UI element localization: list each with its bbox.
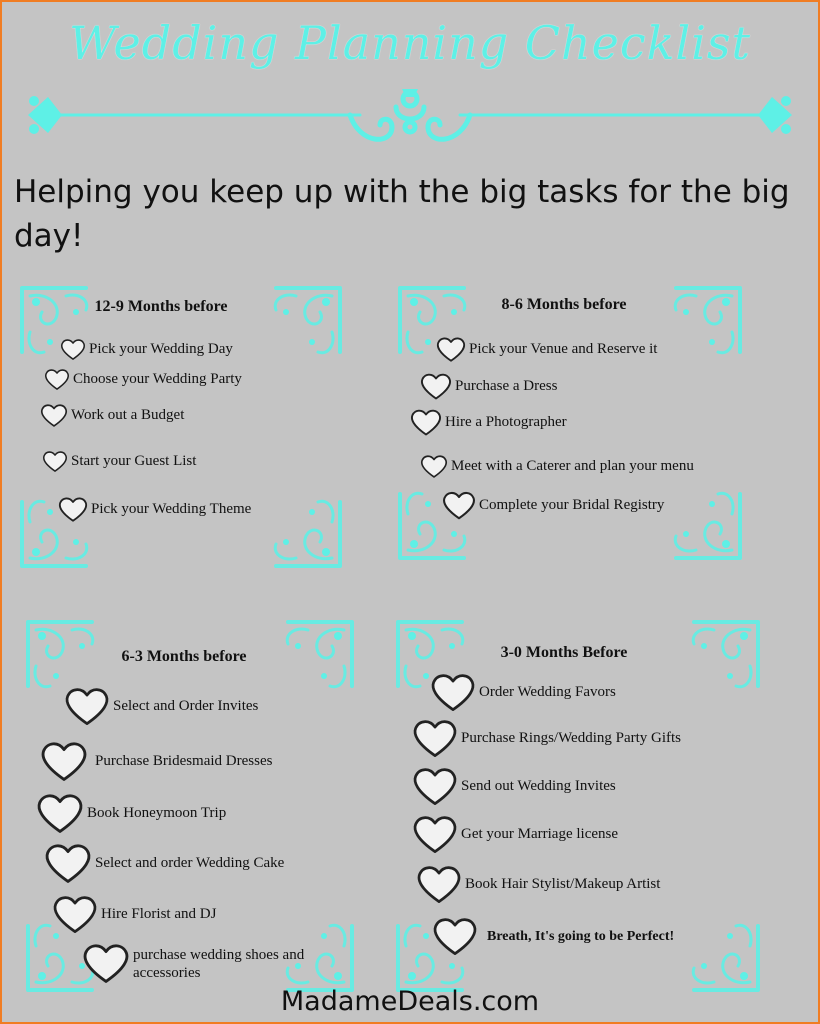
checklist-item[interactable] — [412, 766, 616, 807]
checklist-item[interactable] — [436, 336, 657, 363]
item-label: Select and order Wedding Cake — [95, 855, 285, 871]
checklist-item[interactable] — [430, 672, 616, 713]
heart-checkbox-icon[interactable] — [412, 814, 458, 855]
corner-bottom-right-flourish — [693, 925, 758, 990]
corner-bottom-right-flourish — [675, 493, 740, 558]
heart-checkbox-icon[interactable] — [64, 686, 110, 727]
heart-checkbox-icon[interactable] — [40, 740, 88, 783]
site-watermark: MadameDeals.com — [280, 986, 540, 1017]
item-label: Start your Guest List — [71, 453, 197, 469]
heart-checkbox-icon[interactable] — [412, 718, 458, 759]
panel-6-3-months — [22, 616, 358, 996]
heart-checkbox-icon[interactable] — [36, 792, 84, 835]
ornamental-divider — [20, 87, 800, 153]
item-label: Hire a Photographer — [445, 414, 567, 430]
item-label: purchase wedding shoes and accessories — [133, 946, 305, 981]
checklist-item[interactable] — [40, 403, 184, 428]
heart-checkbox-icon[interactable] — [44, 368, 70, 391]
item-label: Book Honeymoon Trip — [87, 805, 227, 821]
checklist-item[interactable] — [44, 842, 284, 885]
item-label: Pick your Wedding Day — [89, 341, 233, 357]
checklist-item[interactable] — [442, 490, 664, 521]
corner-bottom-right-flourish — [275, 501, 340, 566]
checklist-item[interactable] — [410, 408, 567, 437]
panel-12-9-months — [16, 282, 346, 572]
checklist-item[interactable] — [64, 686, 258, 727]
checklist-item[interactable] — [36, 792, 226, 835]
heart-checkbox-icon[interactable] — [420, 372, 452, 401]
checklist-item[interactable] — [412, 718, 681, 759]
checklist-item[interactable] — [420, 454, 694, 479]
heart-checkbox-icon[interactable] — [60, 338, 86, 361]
item-label: Purchase Rings/Wedding Party Gifts — [461, 730, 682, 746]
item-label: Complete your Bridal Registry — [479, 497, 665, 513]
heart-checkbox-icon[interactable] — [432, 916, 478, 957]
checklist-item[interactable] — [420, 372, 557, 401]
item-label: Pick your Venue and Reserve it — [469, 341, 658, 357]
page-title: Wedding Planning Checklist — [69, 16, 751, 70]
heart-checkbox-icon[interactable] — [412, 766, 458, 807]
checklist-item[interactable] — [432, 916, 674, 957]
heart-checkbox-icon[interactable] — [420, 454, 448, 479]
checklist-item[interactable] — [412, 814, 618, 855]
item-label: Choose your Wedding Party — [73, 371, 242, 387]
item-label: Breath, It's going to be Perfect! — [487, 928, 675, 944]
heart-checkbox-icon[interactable] — [42, 450, 68, 473]
item-label: Get your Marriage license — [461, 826, 619, 842]
panel-3-0-months — [392, 616, 764, 996]
item-label: Purchase a Dress — [455, 378, 558, 394]
heart-checkbox-icon[interactable] — [44, 842, 92, 885]
heart-checkbox-icon[interactable] — [58, 496, 88, 523]
item-label: Select and Order Invites — [113, 698, 259, 714]
item-label: Send out Wedding Invites — [461, 778, 616, 794]
checklist-item[interactable] — [44, 368, 242, 391]
heart-checkbox-icon[interactable] — [410, 408, 442, 437]
heart-checkbox-icon[interactable] — [416, 864, 462, 905]
panel-heading: 6-3 Months before — [121, 648, 247, 665]
heart-checkbox-icon[interactable] — [442, 490, 476, 521]
heart-checkbox-icon[interactable] — [82, 942, 130, 985]
panel-heading: 12-9 Months before — [94, 298, 228, 315]
checklist-item[interactable] — [42, 450, 196, 473]
item-label: Meet with a Caterer and plan your menu — [451, 458, 694, 474]
panel-8-6-months — [394, 282, 746, 564]
item-label: Order Wedding Favors — [479, 684, 616, 700]
heart-checkbox-icon[interactable] — [436, 336, 466, 363]
checklist-item[interactable] — [60, 338, 233, 361]
checklist-item[interactable] — [416, 864, 660, 905]
checklist-item[interactable] — [82, 942, 313, 985]
heart-checkbox-icon[interactable] — [52, 894, 98, 935]
item-label: Hire Florist and DJ — [101, 906, 217, 922]
item-label: Book Hair Stylist/Makeup Artist — [465, 876, 661, 892]
panel-heading: 8-6 Months before — [501, 296, 627, 313]
heart-checkbox-icon[interactable] — [40, 403, 68, 428]
page-subtitle: Helping you keep up with the big tasks for the big day! — [14, 174, 790, 254]
item-label: Pick your Wedding Theme — [91, 501, 252, 517]
checklist-item[interactable] — [40, 740, 272, 783]
panel-heading: 3-0 Months Before — [500, 644, 628, 661]
heart-checkbox-icon[interactable] — [430, 672, 476, 713]
checklist-item[interactable] — [52, 894, 216, 935]
checklist-item[interactable] — [58, 496, 251, 523]
item-label: Work out a Budget — [71, 407, 185, 423]
item-label: Purchase Bridesmaid Dresses — [95, 753, 273, 769]
